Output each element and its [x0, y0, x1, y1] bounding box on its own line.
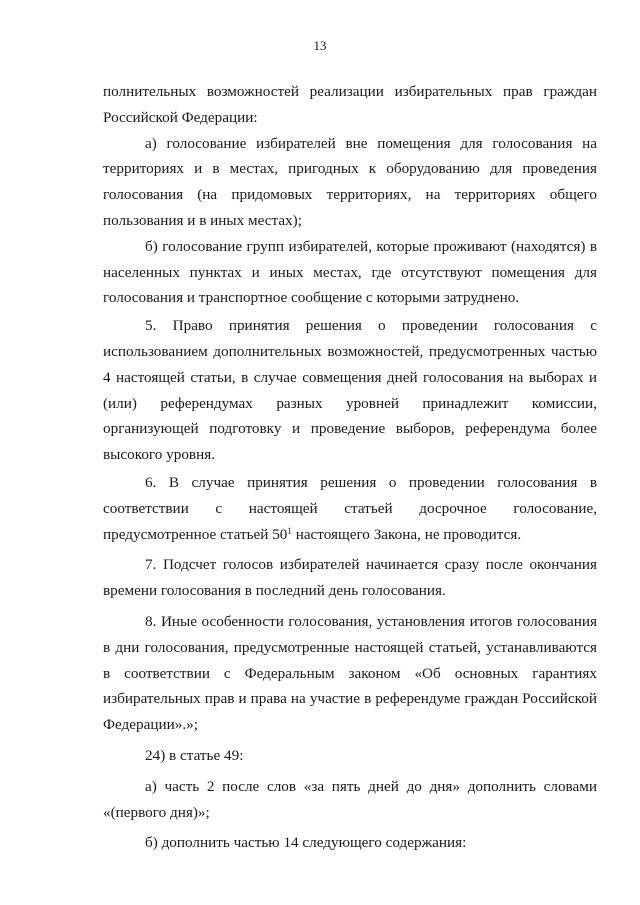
paragraph-article-49: 24) в статье 49: — [145, 746, 244, 764]
paragraph-part-6-text: 6. В случае принятия решения о проведении голосования в соответствии с настоящей статьей досрочное голосование, предусмотренное статьей 50 — [103, 473, 597, 543]
paragraph-article-49-a: а) часть 2 после слов «за пять дней до дня» дополнить словами «(первого дня)»; — [103, 777, 597, 821]
paragraph-item-b: б) голосование групп избирателей, которые проживают (находятся) в населенных пунктах и иных местах, где отсутствуют помещения для голосования и транспортное сообщение с которыми затруднено. — [103, 237, 597, 307]
paragraph-article-49-b: б) дополнить частью 14 следующего содержания: — [145, 834, 467, 852]
paragraph-part-6-tail: настоящего Закона, не проводится. — [291, 525, 522, 543]
paragraph-continuation: полнительных возможностей реализации избирательных прав граждан Российской Федерации: — [103, 83, 597, 126]
paragraph-part-7: 7. Подсчет голосов избирателей начинается сразу после окончания времени голосования в последний день голосования. — [103, 556, 597, 600]
paragraph-item-a: а) голосование избирателей вне помещения для голосования на территориях и в местах, пригодных к оборудованию для проведения голосования (на придомовых территориях, на территориях общего пользования и в иных местах); — [103, 134, 597, 229]
page-number: 13 — [313, 38, 327, 53]
document-body — [103, 79, 597, 856]
superscript-index: 1 — [287, 525, 292, 536]
paragraph-part-8: 8. Иные особенности голосования, установления итогов голосования в дни голосования, предусмотренные настоящей статьей, устанавливаются в соответствии с Федеральным законом «Об основных гарантиях избирательных прав и права на участие в референдуме граждан Российской Федерации».»; — [103, 612, 597, 734]
paragraph-part-6 — [103, 470, 597, 547]
paragraph-part-5: 5. Право принятия решения о проведении голосования с использованием дополнительных возможностей, предусмотренных частью 4 настоящей статьи, в случае совмещения дней голосования на выборах и (или) референдумах разных уровней принадлежит комиссии, организующей подготовку и проведение выборов, референдума более высокого уровня. — [103, 317, 597, 464]
